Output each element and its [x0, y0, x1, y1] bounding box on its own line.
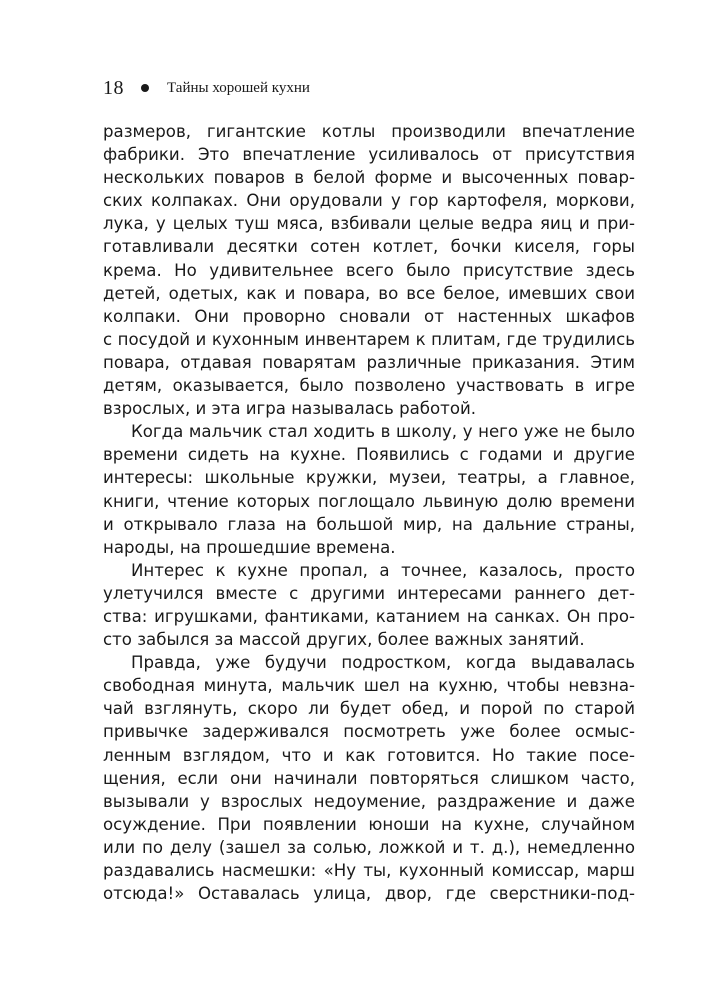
- text-line: колпаки. Они проворно сновали от настенных шкафов: [103, 306, 635, 326]
- text-line: и открывало глаза на большой мир, на дальние страны,: [103, 514, 635, 534]
- text-line: детям, оказывается, было позволено участвовать в игре: [103, 376, 635, 396]
- paragraph: [103, 559, 635, 651]
- text-line: раздавались насмешки: «Ну ты, кухонный комиссар, марш: [103, 861, 635, 880]
- text-line: осуждение. При появлении юноши на кухне, случайном: [103, 814, 635, 834]
- text-line: щения, если они начинали повторяться слишком часто,: [103, 768, 635, 788]
- text-line: отсюда!» Оставалась улица, двор, где сверстники-под-: [103, 884, 635, 904]
- text-line: размеров, гигантские котлы производили впечатление: [103, 122, 635, 141]
- text-line: Правда, уже будучи подростком, когда выдавалась: [131, 653, 635, 673]
- text-line: времени сидеть на кухне. Появились с годами и другие: [103, 445, 635, 465]
- text-line: или по делу (зашел за солью, ложкой и т. д.), немедленно: [103, 837, 635, 857]
- text-line: вызывали у взрослых недоумение, раздражение и даже: [103, 791, 635, 811]
- text-line: привычке задерживался посмотреть уже более осмыс-: [103, 722, 635, 742]
- text-line: книги, чтение которых поглощало львиную долю времени: [103, 491, 635, 511]
- text-line: готавливали десятки сотен котлет, бочки киселя, горы: [103, 237, 635, 257]
- text-line: взрослых, и эта игра называлась работой.: [103, 399, 477, 419]
- text-line: нескольких поваров в белой форме и высоченных повар-: [103, 168, 635, 188]
- running-title: Тайны хорошей кухни: [167, 79, 310, 96]
- text-line: интересы: школьные кружки, музеи, театры, а главное,: [103, 468, 635, 488]
- text-line: сто забылся за массой других, более важных занятий.: [103, 630, 585, 650]
- bullet-separator: [141, 84, 149, 92]
- text-line: Интерес к кухне пропал, а точнее, казалось, просто: [131, 560, 635, 580]
- body-text: [103, 120, 635, 905]
- paragraph: [103, 420, 635, 559]
- paragraph: [103, 651, 635, 905]
- text-line: повара, отдавая поварятам различные приказания. Этим: [103, 352, 635, 372]
- text-line: с посудой и кухонным инвентарем к плитам, где трудились: [103, 329, 635, 349]
- text-line: лука, у целых туш мяса, взбивали целые ведра яиц и при-: [103, 214, 635, 234]
- text-line: чай взглянуть, скоро ли будет обед, и порой по старой: [103, 699, 635, 719]
- text-line: ленным взглядом, что и как готовится. Но такие посе-: [103, 745, 635, 765]
- text-line: Когда мальчик стал ходить в школу, у него уже не было: [131, 422, 635, 442]
- page-number: 18: [103, 76, 124, 99]
- running-head: [103, 76, 310, 100]
- paragraph: [103, 120, 635, 420]
- text-line: свободная минута, мальчик шел на кухню, чтобы невзна-: [103, 676, 635, 696]
- text-line: фабрики. Это впечатление усиливалось от присутствия: [103, 145, 635, 165]
- text-line: детей, одетых, как и повара, во все белое, имевших свои: [103, 283, 635, 303]
- text-line: крема. Но удивительнее всего было присутствие здесь: [103, 260, 635, 280]
- text-line: народы, на прошедшие времена.: [103, 537, 396, 557]
- text-line: ских колпаках. Они орудовали у гор картофеля, моркови,: [103, 191, 635, 211]
- text-line: улетучился вместе с другими интересами раннего дет-: [103, 583, 635, 603]
- text-line: ства: игрушками, фантиками, катанием на санках. Он про-: [103, 606, 635, 626]
